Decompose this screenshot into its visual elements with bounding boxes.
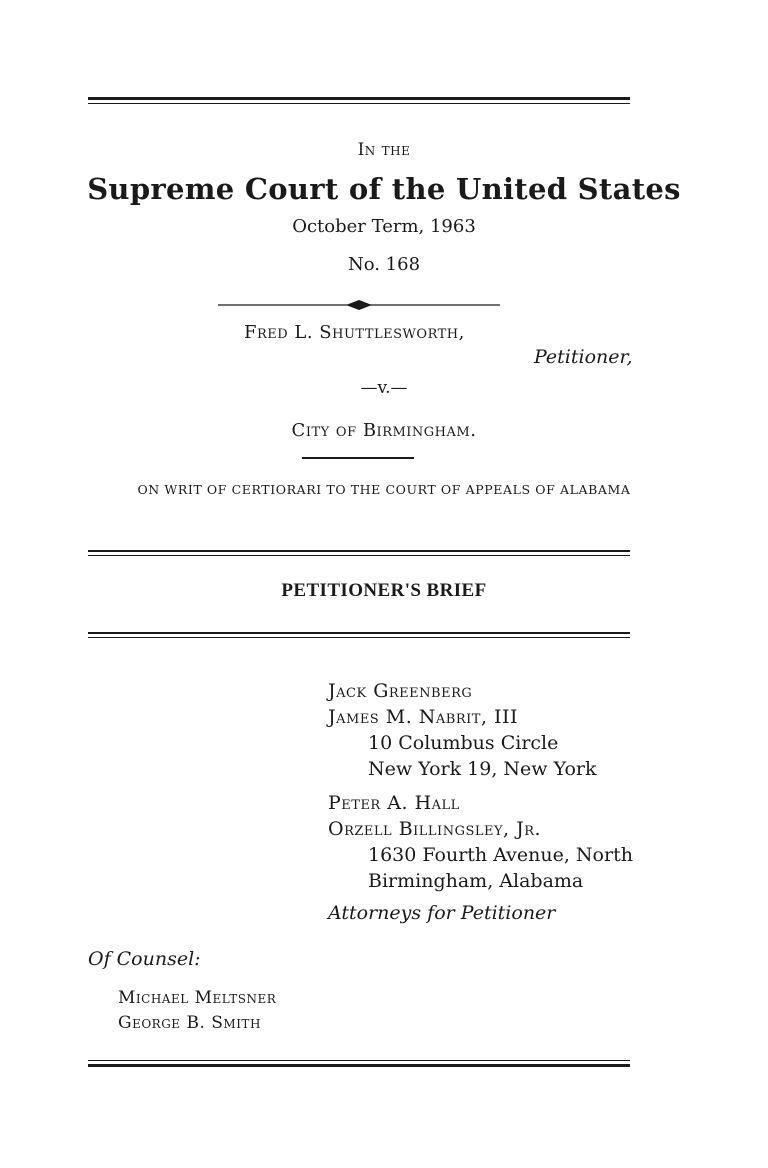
term-label: October Term, 1963 <box>292 216 476 237</box>
attorney-address-line: New York 19, New York <box>368 758 597 780</box>
attorney-name: James M. Nabrit, III <box>328 706 519 728</box>
versus-label: —v.— <box>360 378 408 398</box>
of-counsel-list <box>118 986 276 1036</box>
of-counsel-name: George B. Smith <box>118 1013 261 1033</box>
attorneys-role: Attorneys for Petitioner <box>328 902 556 924</box>
attorney-address-line: 1630 Fourth Avenue, North <box>368 844 633 866</box>
top-rule <box>88 97 630 100</box>
attorney-group-2 <box>328 790 633 894</box>
in-the-label: In the <box>357 140 411 160</box>
attorney-name: Peter A. Hall <box>328 792 460 814</box>
attorney-name: Orzell Billingsley, Jr. <box>328 818 542 840</box>
brief-rule-bottom-1 <box>88 632 630 634</box>
diamond-separator <box>218 298 500 312</box>
petitioner-role: Petitioner, <box>534 346 633 368</box>
brief-rule-top-2 <box>88 555 630 556</box>
of-counsel-name: Michael Meltsner <box>118 988 277 1008</box>
brief-rule-top-1 <box>88 550 630 552</box>
attorney-group-1 <box>328 678 597 782</box>
attorney-address-line: Birmingham, Alabama <box>368 870 584 892</box>
top-rule-thin <box>88 103 630 104</box>
short-rule <box>302 457 414 459</box>
writ-line: ON WRIT OF CERTIORARI TO THE COURT OF APPEALS OF ALABAMA <box>137 482 631 497</box>
of-counsel-label: Of Counsel: <box>88 948 201 970</box>
brief-rule-bottom-2 <box>88 637 630 638</box>
bottom-rule <box>88 1064 630 1067</box>
docket-number: No. 168 <box>347 254 421 275</box>
respondent-name: City of Birmingham. <box>291 420 477 441</box>
bottom-rule-thin <box>88 1060 630 1061</box>
attorney-name: Jack Greenberg <box>328 680 473 702</box>
petitioner-name: Fred L. Shuttlesworth, <box>244 322 465 343</box>
attorney-address-line: 10 Columbus Circle <box>368 732 559 754</box>
brief-title: PETITIONER'S BRIEF <box>281 580 487 601</box>
court-name: Supreme Court of the United States <box>87 172 681 206</box>
